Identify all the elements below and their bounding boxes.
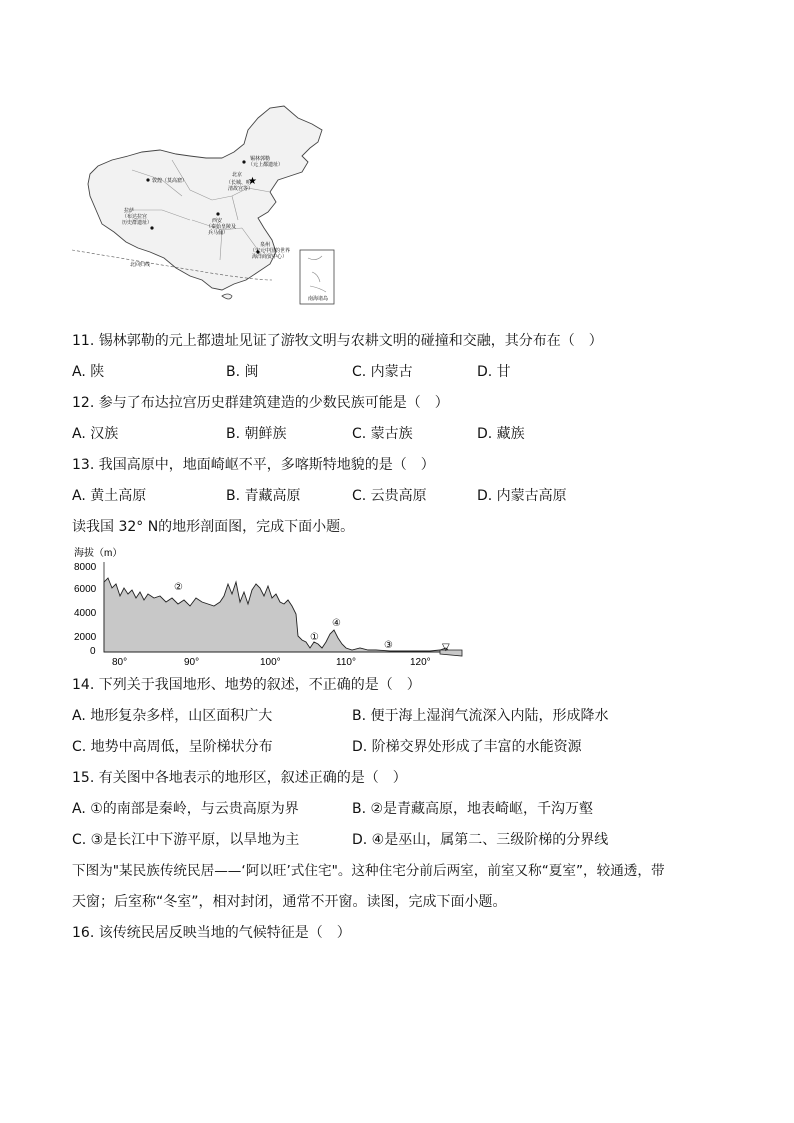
xtick-110: 110° xyxy=(336,657,356,668)
q15-option-b[interactable]: B. ②是青藏高原，地表崎岖，千沟万壑 xyxy=(352,801,594,817)
lasa-sub2: 历史群遗址） xyxy=(122,220,153,226)
q14-option-c[interactable]: C. 地势中高周低，呈阶梯状分布 xyxy=(72,739,273,755)
hainan-island xyxy=(222,294,232,299)
xilinguole-label: 锡林郭勒 xyxy=(250,156,271,162)
q12-option-b[interactable]: B. 朝鲜族 xyxy=(226,426,287,442)
profile-terrain xyxy=(104,578,450,652)
marker-1: ① xyxy=(310,632,319,643)
ytick-8000: 8000 xyxy=(74,562,97,573)
quanzhou-sub1: （宋元中国的世界 xyxy=(250,248,291,254)
tropic-label: 北回归线 xyxy=(130,262,151,268)
sea-level-icon: ▽ xyxy=(442,642,450,653)
dunhuang-dot xyxy=(146,178,149,181)
profile-ylabel: 海拔（m） xyxy=(74,548,123,559)
marker-2: ② xyxy=(174,582,183,593)
q14-option-a[interactable]: A. 地形复杂多样，山区面积广大 xyxy=(72,708,273,724)
ytick-6000: 6000 xyxy=(74,584,97,595)
lasa-label: 拉萨 xyxy=(124,208,135,214)
q11-stem: 11. 锡林郭勒的元上都遗址见证了游牧文明与农耕文明的碰撞和交融，其分布在（ ） xyxy=(72,333,603,349)
ytick-0: 0 xyxy=(90,646,96,657)
q12-option-a[interactable]: A. 汉族 xyxy=(72,426,119,442)
q14-option-d[interactable]: D. 阶梯交界处形成了丰富的水能资源 xyxy=(352,739,582,755)
house-intro-line1: 下图为"某民族传统民居——‘阿以旺’式住宅"。这种住宅分前后两室，前室又称“夏室”，较通透，带 xyxy=(72,863,665,879)
beijing-sub2: 清故宫等） xyxy=(228,186,254,192)
q11-option-c[interactable]: C. 内蒙古 xyxy=(352,364,413,380)
xian-sub1: （秦始皇陵及 xyxy=(206,224,237,230)
xtick-120: 120° xyxy=(410,657,431,668)
q13-option-b[interactable]: B. 青藏高原 xyxy=(226,488,301,504)
q11-option-d[interactable]: D. 甘 xyxy=(477,364,511,380)
beijing-star-icon: ★ xyxy=(248,176,257,187)
ytick-2000: 2000 xyxy=(74,632,97,643)
south-sea-label: 南海诸岛 xyxy=(308,296,329,302)
beijing-sub1: （长城、明 xyxy=(226,180,252,186)
q16-stem: 16. 该传统民居反映当地的气候特征是（ ） xyxy=(72,925,351,941)
xilinguole-dot xyxy=(242,160,245,163)
house-intro-line2: 天窗；后室称“冬室”，相对封闭，通常不开窗。读图，完成下面小题。 xyxy=(72,894,507,910)
q13-option-c[interactable]: C. 云贵高原 xyxy=(352,488,427,504)
q14-stem: 14. 下列关于我国地形、地势的叙述，不正确的是（ ） xyxy=(72,677,421,693)
marker-3: ③ xyxy=(384,640,393,651)
dunhuang-label: 敦煌（莫高窟） xyxy=(152,178,188,184)
q11-option-a[interactable]: A. 陕 xyxy=(72,364,105,380)
quanzhou-sub2: 海洋商贸中心） xyxy=(252,254,288,260)
q15-option-d[interactable]: D. ④是巫山，属第二、三级阶梯的分界线 xyxy=(352,832,609,848)
marker-4: ④ xyxy=(332,618,341,629)
q12-stem: 12. 参与了布达拉宫历史群建筑建造的少数民族可能是（ ） xyxy=(72,395,449,411)
q15-option-c[interactable]: C. ③是长江中下游平原，以旱地为主 xyxy=(72,832,300,848)
profile-intro: 读我国 32° N的地形剖面图，完成下面小题。 xyxy=(72,519,355,535)
q15-option-a[interactable]: A. ①的南部是秦岭，与云贵高原为界 xyxy=(72,801,299,817)
beijing-label: 北京 xyxy=(232,172,243,178)
q13-stem: 13. 我国高原中，地面崎岖不平，多喀斯特地貌的是（ ） xyxy=(72,457,435,473)
ytick-4000: 4000 xyxy=(74,608,97,619)
xtick-100: 100° xyxy=(260,657,281,668)
terrain-profile xyxy=(70,544,470,670)
xtick-80: 80° xyxy=(112,657,128,668)
q14-option-b[interactable]: B. 便于海上湿润气流深入内陆，形成降水 xyxy=(352,708,609,724)
q12-option-c[interactable]: C. 蒙古族 xyxy=(352,426,413,442)
q13-option-d[interactable]: D. 内蒙古高原 xyxy=(477,488,567,504)
q15-stem: 15. 有关图中各地表示的地形区，叙述正确的是（ ） xyxy=(72,770,407,786)
xian-sub2: 兵马俑） xyxy=(208,230,229,236)
q12-option-d[interactable]: D. 藏族 xyxy=(477,426,525,442)
xian-dot xyxy=(216,212,219,215)
xtick-90: 90° xyxy=(184,657,200,668)
lasa-dot xyxy=(150,226,153,229)
china-outline xyxy=(88,106,322,290)
q11-option-b[interactable]: B. 闽 xyxy=(226,364,259,380)
xian-label: 西安 xyxy=(212,218,223,224)
lasa-sub1: （布达拉宫 xyxy=(122,214,148,220)
china-heritage-map xyxy=(72,100,342,312)
q13-option-a[interactable]: A. 黄土高原 xyxy=(72,488,147,504)
quanzhou-label: 泉州 xyxy=(260,242,271,248)
xilinguole-sub: （元上都遗址） xyxy=(248,162,284,168)
